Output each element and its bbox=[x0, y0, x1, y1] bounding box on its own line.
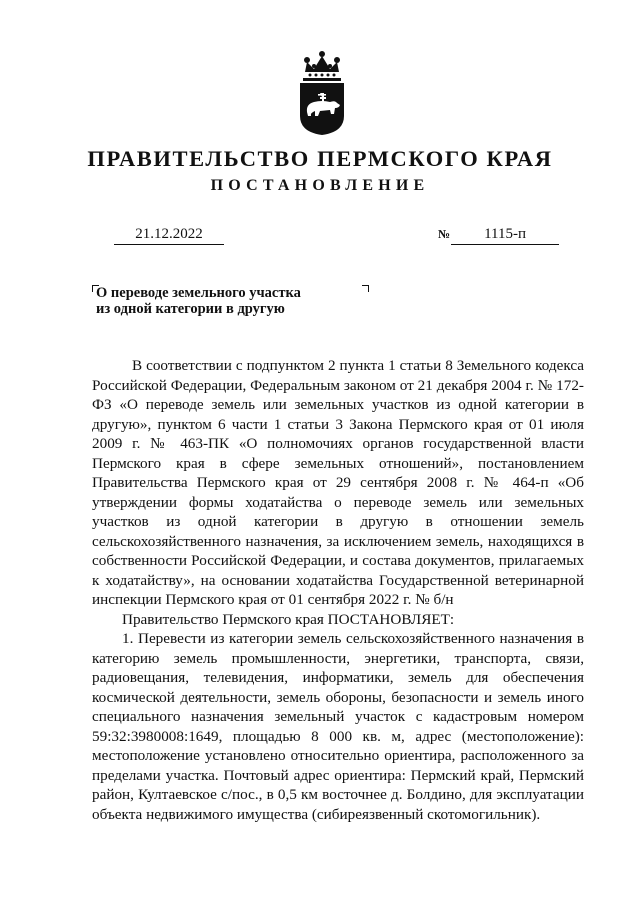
body-paragraph-resolves: Правительство Пермского края ПОСТАНОВЛЯЕТ: bbox=[122, 610, 455, 628]
document-date: 21.12.2022 bbox=[114, 226, 224, 245]
document-body bbox=[92, 356, 584, 824]
perm-krai-coat-of-arms-icon bbox=[290, 50, 354, 136]
subject-line-2: из одной категории в другую bbox=[96, 300, 285, 317]
body-paragraph-item-1: 1. Перевести из категории земель сельскохозяйственного назначения в категорию земель промышленности, энергетики, транспорта, связи, радиовещания, телевидения, информатики, земель для обеспечения космической деятельности, земель обороны, безопасности и земель иного специального назначения земельный участок с кадастровым номером 59:32:3980008:1649, площадью 8 000 кв. м, адрес (местоположение): местоположение установлено относительно ориентира, расположенного за пределами участка. Почтовый адрес ориентира: Пермский край, Пермский район, Култаевское с/пос., в 0,5 км восточнее д. Болдино, для эксплуатации объекта недвижимого имущества (сибиреязвенный скотомогильник). bbox=[92, 630, 584, 823]
document-type: ПОСТАНОВЛЕНИЕ bbox=[210, 177, 430, 194]
body-paragraph-preamble: В соответствии с подпунктом 2 пункта 1 статьи 8 Земельного кодекса Российской Федерации, Федеральным законом от 21 декабря 2004 г. № 172-ФЗ «О переводе земель или земельных участков из одной категории в другую», пунктом 6 части 1 статьи 3 Закона Пермского края от 01 июля 2009 г. № 463-ПК «О полномочиях органов государственной власти Пермского края в сфере земельных отношений», постановлением Правительства Пермского края от 29 сентября 2008 г. № 464-п «Об утверждении формы ходатайства о переводе земель или земельных участков из одной категории в другую в отношении земель сельскохозяйственного назначения, за исключением земель, находящихся в собственности Российской Федерации, и состава документов, прилагаемых к ходатайству», на основании ходатайства Государственной ветеринарной инспекции Пермского края от 01 сентября 2022 г. № б/н bbox=[92, 357, 584, 608]
document-number: 1115-п bbox=[451, 226, 559, 245]
document-subject bbox=[96, 286, 301, 317]
subject-line-1: О переводе земельного участка bbox=[96, 285, 301, 301]
subject-bracket-right bbox=[362, 285, 369, 292]
government-title: ПРАВИТЕЛЬСТВО ПЕРМСКОГО КРАЯ bbox=[87, 146, 553, 171]
document-number-block bbox=[438, 226, 559, 245]
number-sign: № bbox=[438, 227, 451, 241]
